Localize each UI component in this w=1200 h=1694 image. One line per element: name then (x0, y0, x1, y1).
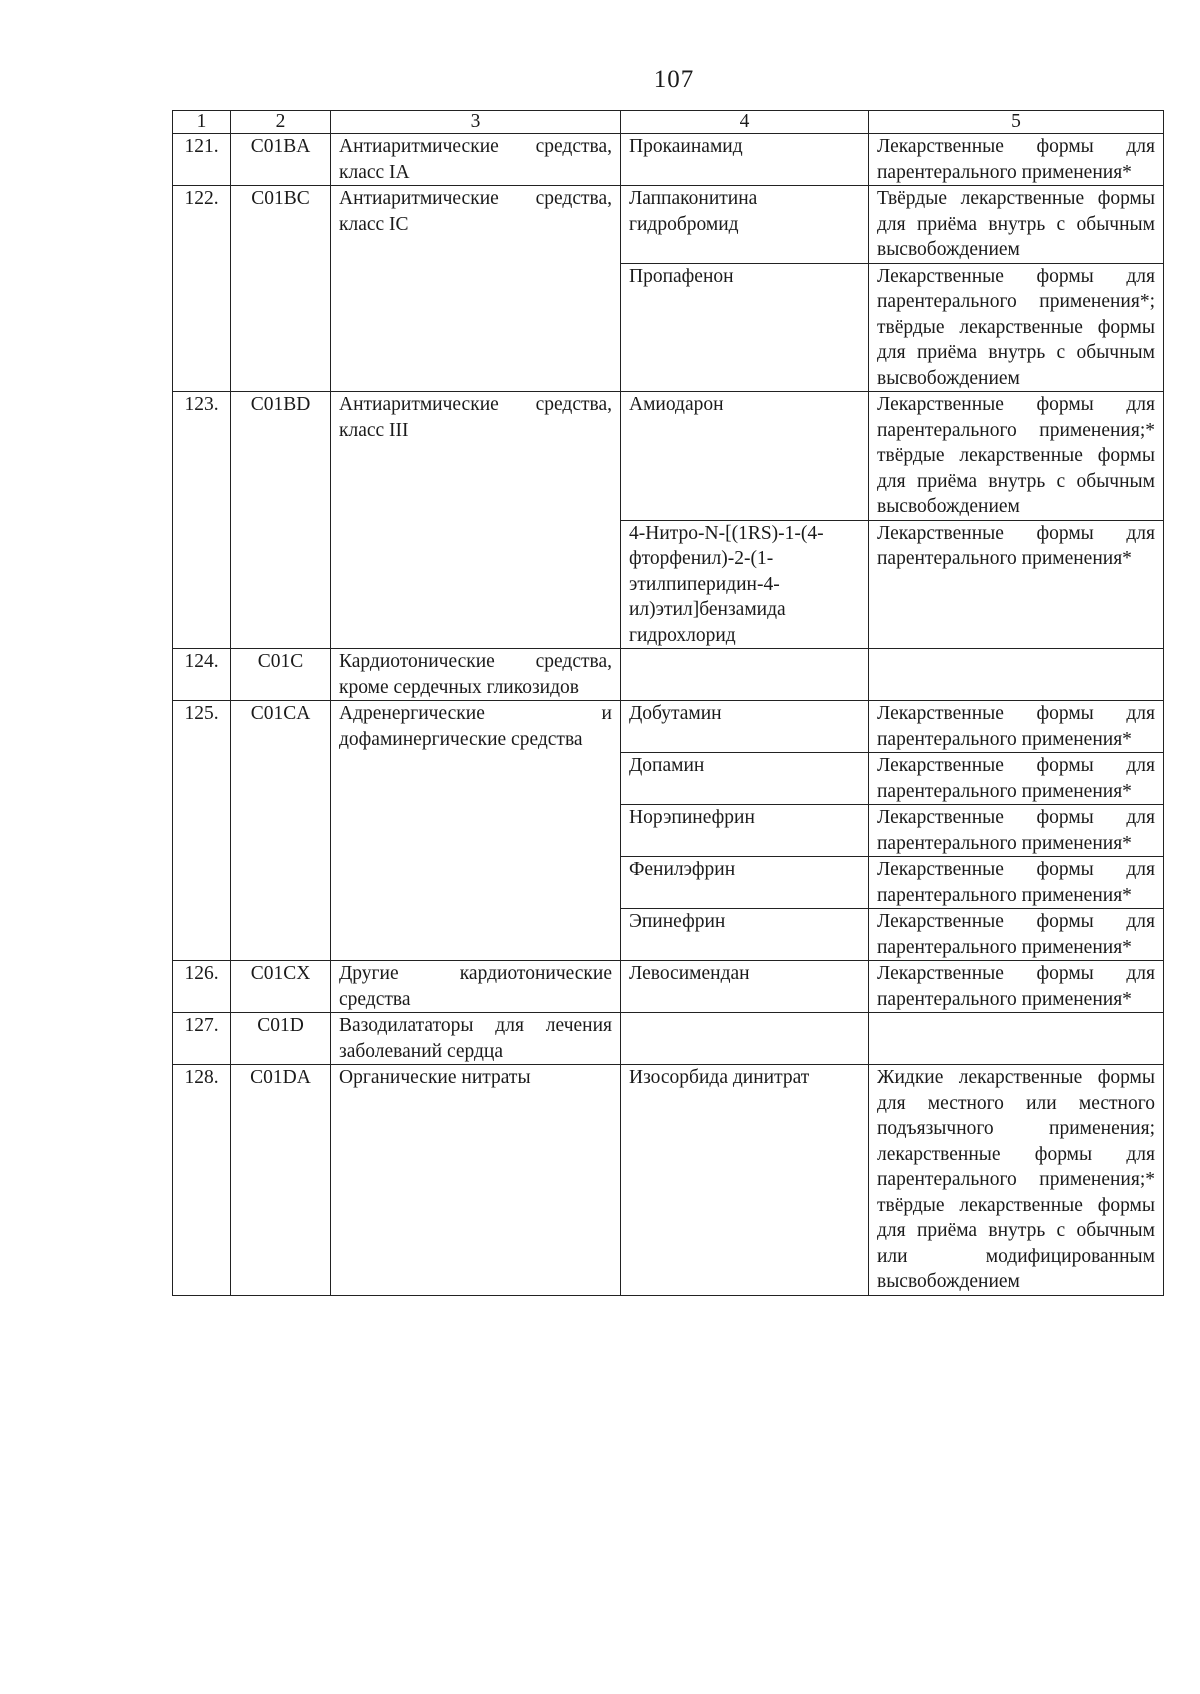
row-number: 128. (173, 1065, 231, 1296)
drug-name: Левосимендан (621, 961, 869, 1013)
row-number: 124. (173, 649, 231, 701)
dosage-form: Жидкие лекарственные формы для местного или местного подъязычного применения; лекарственные формы для парентерального применения;* твёрдые лекарственные формы для приёма внутрь с обычным или модифицированным высвобождением (869, 1065, 1164, 1296)
drug-name: Пропафенон (621, 263, 869, 392)
atc-code: C01BC (231, 186, 331, 392)
atc-code: C01C (231, 649, 331, 701)
dosage-form: Лекарственные формы для парентерального применения* (869, 857, 1164, 909)
header-cell-1: 1 (173, 111, 231, 134)
dosage-form: Лекарственные формы для парентерального применения* (869, 134, 1164, 186)
drug-name: Лаппаконитина гидробромид (621, 186, 869, 264)
anatomical-therapeutic-group: Кардиотонические средства, кроме сердечных гликозидов (331, 649, 621, 701)
anatomical-therapeutic-group: Вазодилататоры для лечения заболеваний сердца (331, 1013, 621, 1065)
table-row (173, 1065, 1164, 1296)
anatomical-therapeutic-group: Антиаритмические средства, класс III (331, 392, 621, 649)
dosage-form: Твёрдые лекарственные формы для приёма внутрь с обычным высвобождением (869, 186, 1164, 264)
anatomical-therapeutic-group: Другие кардиотонические средства (331, 961, 621, 1013)
header-row (173, 111, 1164, 134)
row-number: 121. (173, 134, 231, 186)
row-number: 122. (173, 186, 231, 392)
dosage-form: Лекарственные формы для парентерального применения* (869, 520, 1164, 649)
table-row (173, 1013, 1164, 1065)
drug-name: Эпинефрин (621, 909, 869, 961)
dosage-form: Лекарственные формы для парентерального применения*; твёрдые лекарственные формы для приёма внутрь с обычным высвобождением (869, 263, 1164, 392)
drug-name (621, 1013, 869, 1065)
dosage-form (869, 649, 1164, 701)
page-number: 107 (653, 66, 695, 93)
dosage-form: Лекарственные формы для парентерального применения* (869, 805, 1164, 857)
dosage-form: Лекарственные формы для парентерального применения;* твёрдые лекарственные формы для приёма внутрь с обычным высвобождением (869, 392, 1164, 521)
table-row (173, 649, 1164, 701)
drug-name (621, 649, 869, 701)
anatomical-therapeutic-group: Адренергические и дофаминергические средства (331, 701, 621, 961)
anatomical-therapeutic-group: Антиаритмические средства, класс IA (331, 134, 621, 186)
table-row (173, 134, 1164, 186)
drug-name: Изосорбида динитрат (621, 1065, 869, 1296)
atc-code: C01CA (231, 701, 331, 961)
table-row (173, 186, 1164, 264)
table-row (173, 392, 1164, 521)
row-number: 123. (173, 392, 231, 649)
atc-code: C01D (231, 1013, 331, 1065)
atc-code: C01DA (231, 1065, 331, 1296)
anatomical-therapeutic-group: Органические нитраты (331, 1065, 621, 1296)
table-row (173, 961, 1164, 1013)
header-cell-3: 3 (331, 111, 621, 134)
dosage-form: Лекарственные формы для парентерального применения* (869, 701, 1164, 753)
drug-name: Добутамин (621, 701, 869, 753)
drug-list-table (172, 110, 1164, 1296)
dosage-form: Лекарственные формы для парентерального применения* (869, 961, 1164, 1013)
atc-code: C01CX (231, 961, 331, 1013)
drug-name: Норэпинефрин (621, 805, 869, 857)
drug-name: Допамин (621, 753, 869, 805)
atc-code: C01BA (231, 134, 331, 186)
row-number: 127. (173, 1013, 231, 1065)
dosage-form (869, 1013, 1164, 1065)
dosage-form: Лекарственные формы для парентерального применения* (869, 909, 1164, 961)
table-row (173, 701, 1164, 753)
drug-name: Прокаинамид (621, 134, 869, 186)
dosage-form: Лекарственные формы для парентерального применения* (869, 753, 1164, 805)
header-cell-2: 2 (231, 111, 331, 134)
table-body (173, 134, 1164, 1296)
drug-name: 4-Нитро-N-[(1RS)-1-(4-фторфенил)-2-(1-этилпиперидин-4-ил)этил]бензамида гидрохлорид (621, 520, 869, 649)
row-number: 126. (173, 961, 231, 1013)
drug-name: Фенилэфрин (621, 857, 869, 909)
atc-code: C01BD (231, 392, 331, 649)
header-cell-5: 5 (869, 111, 1164, 134)
drug-name: Амиодарон (621, 392, 869, 521)
row-number: 125. (173, 701, 231, 961)
anatomical-therapeutic-group: Антиаритмические средства, класс IC (331, 186, 621, 392)
header-cell-4: 4 (621, 111, 869, 134)
